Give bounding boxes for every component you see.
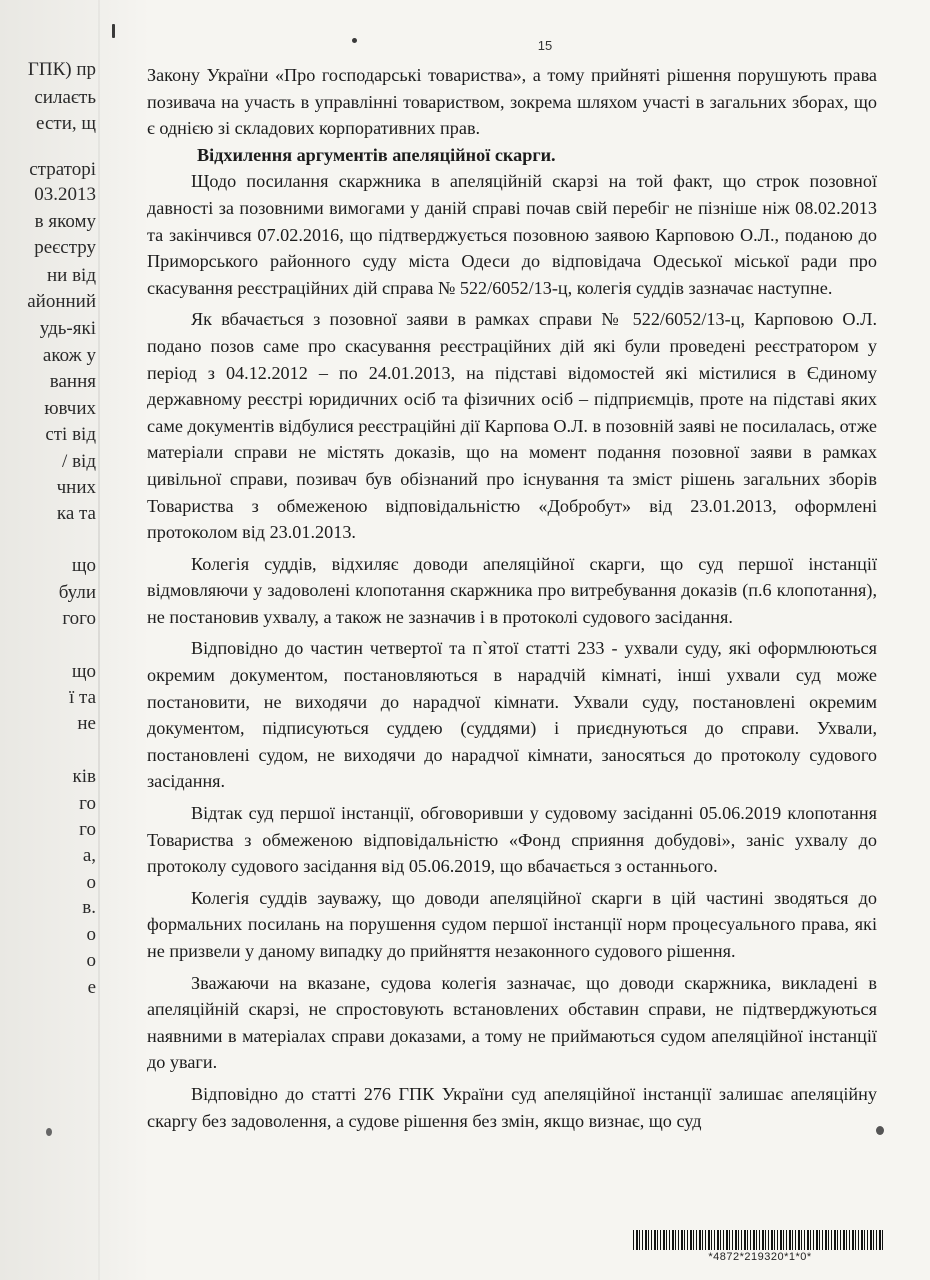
bleed-line: е — [87, 977, 96, 998]
bleed-line: го — [79, 819, 96, 840]
bleed-line: в якому — [34, 211, 96, 232]
bleed-line: що — [71, 661, 96, 682]
barcode — [633, 1230, 883, 1250]
bleed-line: чних — [56, 477, 96, 498]
paragraph: Зважаючи на вказане, судова колегія зазначає, що доводи скаржника, викладені в апеляційній скарзі, не спростовують встановлених обставин справи, не підтверджуються наявними в матеріалах справи доказами, а тому не приймаються судом апеляційної інстанції до уваги. — [147, 972, 877, 1073]
document-body — [147, 62, 877, 1134]
bleed-line: о — [86, 872, 96, 893]
bleed-line: о — [86, 924, 96, 945]
scan-speck — [112, 24, 115, 38]
bleed-line: вання — [49, 371, 96, 392]
bleed-line: ести, щ — [36, 113, 96, 134]
bleed-line: були — [58, 582, 96, 603]
scan-speck — [876, 1126, 884, 1135]
page-number: 15 — [537, 38, 553, 53]
paragraph: Колегія суддів, відхиляє доводи апеляційної скарги, що суд першої інстанції відмовляючи у задоволені клопотання скаржника про витребування доказів (п.6 клопотання), не постановив ухвалу, а також не зазначив і в протоколі судового засідання. — [147, 553, 877, 627]
bleed-line: акож у — [42, 345, 96, 366]
bleed-line: удь-які — [39, 318, 96, 339]
bleed-line: а, — [82, 845, 96, 866]
barcode-number: *4872*219320*1*0* — [708, 1251, 812, 1263]
paragraph: Щодо посилання скаржника в апеляційній скарзі на той факт, що строк позовної давності за позовними вимогами у даній справі почав свій перебіг не пізніше ніж 08.02.2013 та закінчився 07.02.2016, що підтверджується позовною заявою Карповою О.Л., поданою до Приморського районного суду міста Одеси до відповідача Одеської міської ради про скасування реєстраційних дій справа № 522/6052/13-ц, колегія суддів зазначає наступне. — [147, 171, 877, 298]
bleed-through-text — [0, 0, 100, 1280]
bleed-line: ни від — [46, 265, 96, 286]
bleed-line: що — [71, 555, 96, 576]
bleed-line: ків — [72, 766, 96, 787]
bleed-line: сті від — [45, 424, 96, 445]
paragraph: Як вбачається з позовної заяви в рамках справи № 522/6052/13-ц, Карповою О.Л. подано позов саме про скасування реєстраційних дій які були проведені реєстратором у період з 04.12.2012 – по 24.01.2013, на підставі відомостей які містилися в Єдиному державному реєстрі юридичних осіб та фізичних осіб – підприємців, проте на підставі яких саме документів відбулися реєстраційні дії Карпова О.Л. в позовній заяві не посилалась, отже матеріали справи не містять доказів, що на момент подання позовної заяви в рамках цивільної справи, позивач був обізнаний про існування та зміст рішень загальних зборів Товариства з обмеженою відповідальністю «Добробут» від 23.01.2013, оформлені протоколом від 23.01.2013. — [147, 309, 877, 543]
bleed-line: / від — [62, 451, 96, 472]
bleed-line: страторі — [29, 159, 96, 180]
section-heading: Відхилення аргументів апеляційної скарги. — [197, 144, 556, 165]
bleed-line: не — [77, 713, 96, 734]
bleed-line: 03.2013 — [34, 184, 96, 205]
bleed-line: айонний — [27, 291, 96, 312]
bleed-line: в. — [82, 897, 96, 918]
bleed-line: гого — [62, 608, 96, 629]
paragraph: Відтак суд першої інстанції, обговоривши у судовому засіданні 05.06.2019 клопотання Товариства з обмеженою відповідальністю «Фонд сприяння добудові», заніс ухвалу до протоколу судового засідання від 05.06.2019, що вбачається з останнього. — [147, 803, 877, 877]
paragraph: Відповідно до статті 276 ГПК України суд апеляційної інстанції залишає апеляційну скаргу без задоволення, а судове рішення без змін, якщо визнає, що суд — [147, 1083, 877, 1131]
paragraph: Відповідно до частин четвертої та п`ятої статті 233 - ухвали суду, які оформлюються окремим документом, постановляються в нарадчій кімнаті, інші ухвали суд може постановити, не виходячи до нарадчої кімнати. Ухвали суду, постановлені окремим документом, підписуються суддею (суддями) і приєднуються до справи. Ухвали, постановлені судом, не виходячи до нарадчої кімнати, заносяться до протоколу судового засідання. — [147, 638, 877, 792]
paragraph: Колегія суддів зауважу, що доводи апеляційної скарги в цій частині зводяться до формальних посилань на порушення судом першої інстанції норм процесуального права, які не призвели у даному випадку до прийняття незаконного судового рішення. — [147, 887, 877, 961]
paragraph: Закону України «Про господарські товариства», а тому прийняті рішення порушують права позивача на участь в управлінні товариством, зокрема шляхом участі в загальних зборах, що є однією зі складових корпоративних прав. — [147, 65, 877, 139]
scan-speck — [352, 38, 357, 43]
bleed-line: о — [86, 950, 96, 971]
bleed-line: ї та — [69, 687, 96, 708]
bleed-line: силаєть — [34, 87, 96, 108]
bleed-line: го — [79, 793, 96, 814]
bleed-line: реєстру — [34, 237, 96, 258]
bleed-line: ГПК) пр — [27, 59, 96, 80]
bleed-line: ка та — [56, 503, 96, 524]
bleed-line: ювчих — [44, 398, 96, 419]
scan-speck — [46, 1128, 52, 1136]
